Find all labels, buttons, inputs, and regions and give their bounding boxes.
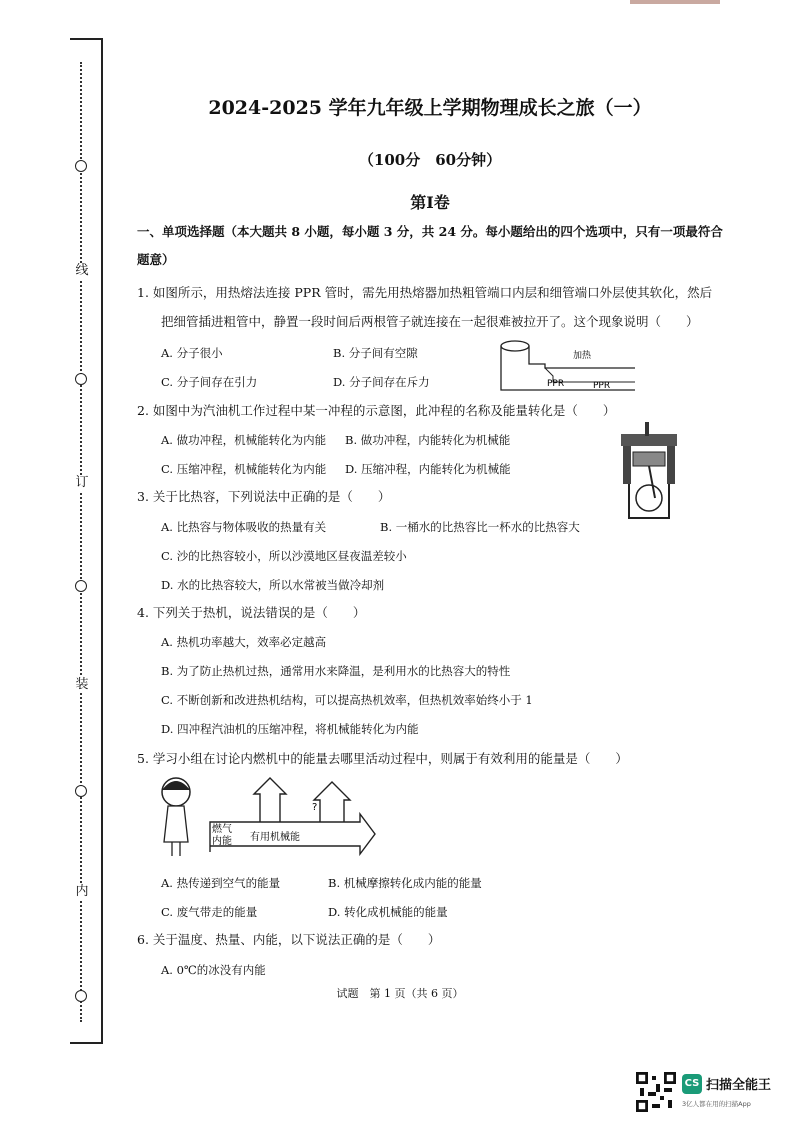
q4-option-d: D. 四冲程汽油机的压缩冲程，将机械能转化为内能	[161, 722, 419, 736]
margin-char-zhuang: 装	[72, 677, 92, 693]
energy-flow-figure	[150, 772, 380, 867]
page-footer: 试题 第 1 页（共 6 页）	[336, 987, 464, 1000]
binding-hole	[75, 160, 87, 172]
volume-heading: 第Ⅰ卷	[410, 193, 450, 212]
q1-option-b: B. 分子间有空隙	[333, 346, 418, 360]
top-mark	[630, 0, 720, 4]
question-4-stem: 4. 下列关于热机，说法错误的是（ ）	[137, 605, 366, 620]
question-3-stem: 3. 关于比热容，下列说法中正确的是（ ）	[137, 489, 391, 504]
q3-option-c: C. 沙的比热容较小，所以沙漠地区昼夜温差较小	[161, 549, 407, 563]
score-time: （100分 60分钟）	[358, 151, 502, 169]
q5-option-d: D. 转化成机械能的能量	[328, 905, 448, 919]
margin-vertical-line	[101, 38, 103, 1044]
q2-option-d: D. 压缩冲程，内能转化为机械能	[345, 462, 511, 476]
q2-option-a: A. 做功冲程，机械能转化为内能	[161, 433, 327, 447]
q4-option-a: A. 热机功率越大，效率必定越高	[161, 635, 327, 649]
q4-option-c: C. 不断创新和改进热机结构，可以提高热机效率，但热机效率始终小于 1	[161, 693, 533, 707]
question-2-stem: 2. 如图中为汽油机工作过程中某一冲程的示意图，此冲程的名称及能量转化是（ ）	[137, 403, 616, 418]
q1-option-a: A. 分子很小	[161, 346, 223, 360]
ppr-pipe-figure	[495, 338, 645, 398]
q5-option-c: C. 废气带走的能量	[161, 905, 258, 919]
engine-stroke-figure	[615, 418, 685, 528]
q3-option-a: A. 比热容与物体吸收的热量有关	[161, 520, 327, 534]
q6-option-a: A. 0℃的冰没有内能	[161, 963, 266, 977]
margin-char-ding: 订	[72, 475, 92, 491]
q3-option-b: B. 一桶水的比热容比一杯水的比热容大	[380, 520, 580, 534]
scanner-logo: CS	[682, 1074, 702, 1094]
scanner-brand: 扫描全能王	[706, 1078, 772, 1093]
fig-label-gas: 燃气	[212, 824, 232, 835]
binding-dotted-line	[80, 62, 82, 1022]
binding-hole	[75, 785, 87, 797]
margin-char-xian: 线	[72, 263, 92, 279]
fig-label-ppr-thin: PPR	[593, 381, 611, 391]
question-5-stem: 5. 学习小组在讨论内燃机中的能量去哪里活动过程中，则属于有效利用的能量是（ ）	[137, 751, 628, 766]
fig-label-useful-mechanical: 有用机械能	[250, 832, 300, 843]
margin-bottom-line	[70, 1042, 103, 1044]
page-title: 2024-2025 学年九年级上学期物理成长之旅（一）	[208, 97, 652, 119]
qr-code	[636, 1072, 676, 1112]
question-1-stem: 1. 如图所示，用热熔法连接 PPR 管时，需先用热熔器加热粗管端口内层和细管端口外层使其软化，然后	[137, 285, 713, 300]
q3-option-d: D. 水的比热容较大，所以水常被当做冷却剂	[161, 578, 385, 592]
section-heading: 一、单项选择题（本大题共 8 小题，每小题 3 分，共 24 分。每小题给出的四个选项中，只有一项最符合	[137, 224, 723, 239]
fig-label-internal-energy: 内能	[212, 836, 232, 847]
binding-hole	[75, 580, 87, 592]
margin-top-line	[70, 38, 103, 40]
question-1-stem-cont: 把细管插进粗管中，静置一段时间后两根管子就连接在一起很难被拉开了。这个现象说明（ ）	[161, 314, 699, 329]
q2-option-c: C. 压缩冲程，机械能转化为内能	[161, 462, 327, 476]
binding-hole	[75, 990, 87, 1002]
section-heading-cont: 题意）	[137, 252, 175, 267]
q5-option-b: B. 机械摩擦转化成内能的能量	[328, 876, 482, 890]
fig-label-question: ?	[312, 802, 318, 813]
question-6-stem: 6. 关于温度、热量、内能，以下说法正确的是（ ）	[137, 932, 441, 947]
q1-option-d: D. 分子间存在斥力	[333, 375, 430, 389]
q2-option-b: B. 做功冲程，内能转化为机械能	[345, 433, 511, 447]
fig-label-ppr-thick: PPR	[547, 379, 565, 389]
fig-label-heat: 加热	[573, 351, 592, 361]
margin-char-nei: 内	[72, 884, 92, 900]
q5-option-a: A. 热传递到空气的能量	[161, 876, 281, 890]
binding-hole	[75, 373, 87, 385]
scanner-tagline: 3亿人都在用的扫描App	[682, 1100, 751, 1108]
q1-option-c: C. 分子间存在引力	[161, 375, 258, 389]
q4-option-b: B. 为了防止热机过热，通常用水来降温，是利用水的比热容大的特性	[161, 664, 511, 678]
